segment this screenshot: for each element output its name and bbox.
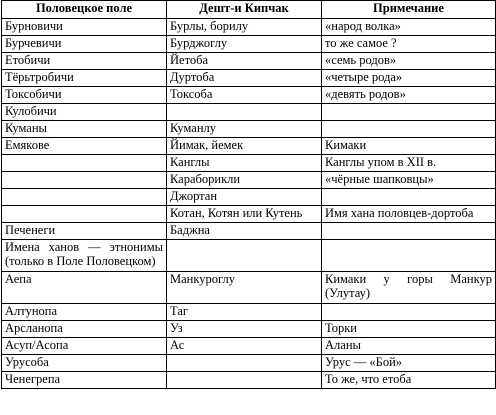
polovtsian-field-cell: Печенеги [2,223,167,240]
note-cell [322,223,496,240]
polovtsian-field-cell: Урусоба [2,355,167,372]
note-cell: Имя хана половцев-дортоба [322,206,496,223]
table-row [2,138,496,155]
desht-i-kipchak-cell: Караборикли [167,172,322,189]
desht-i-kipchak-cell: Бурлы, борилу [167,19,322,36]
note-cell: «четыре рода» [322,70,496,87]
header-note: Примечание [322,1,496,19]
table-row [2,338,496,355]
desht-i-kipchak-cell [167,104,322,121]
table-row [2,87,496,104]
note-cell: «семь родов» [322,53,496,70]
polovtsian-field-cell: Токсобичи [2,87,167,104]
table-row [2,206,496,223]
desht-i-kipchak-cell [167,240,322,272]
note-cell: Кимаки у горы Манкур (Улутау) [322,272,496,304]
desht-i-kipchak-cell: Манкуроглу [167,272,322,304]
table-row [2,272,496,304]
polovtsian-field-cell: Кулобичи [2,104,167,121]
table-row [2,36,496,53]
table-row [2,321,496,338]
note-cell: Канглы упом в XII в. [322,155,496,172]
table-row [2,223,496,240]
desht-i-kipchak-cell: Токсоба [167,87,322,104]
table-row [2,172,496,189]
table-row [2,372,496,389]
note-cell: Торки [322,321,496,338]
table-body [2,19,496,389]
table-row [2,104,496,121]
table-row [2,189,496,206]
desht-i-kipchak-cell: Котан, Котян или Кутень [167,206,322,223]
header-desht-i-kipchak: Дешт-и Кипчак [167,1,322,19]
polovtsian-field-cell: Бурновичи [2,19,167,36]
desht-i-kipchak-cell: Бурджоглу [167,36,322,53]
note-cell: Урус — «Бой» [322,355,496,372]
desht-i-kipchak-cell: Йетоба [167,53,322,70]
desht-i-kipchak-cell [167,372,322,389]
desht-i-kipchak-cell: Таг [167,304,322,321]
header-row [2,1,496,19]
table-row [2,19,496,36]
note-cell [322,104,496,121]
table-row [2,240,496,272]
desht-i-kipchak-cell: Уз [167,321,322,338]
header-polovtsian-field: Половецкое поле [2,1,167,19]
table-row [2,155,496,172]
desht-i-kipchak-cell: Джортан [167,189,322,206]
polovtsian-field-cell: Емякове [2,138,167,155]
polovtsian-field-cell: Алтунопа [2,304,167,321]
polovtsian-field-cell: Арсланопа [2,321,167,338]
desht-i-kipchak-cell: Баджна [167,223,322,240]
desht-i-kipchak-cell: Йимак, йемек [167,138,322,155]
table-row [2,304,496,321]
note-cell: То же, что етоба [322,372,496,389]
polovtsian-field-cell: Асуп/Асопа [2,338,167,355]
polovtsian-field-cell: Аепа [2,272,167,304]
desht-i-kipchak-cell: Канглы [167,155,322,172]
desht-i-kipchak-cell [167,355,322,372]
polovtsian-field-cell [2,189,167,206]
polovtsian-field-cell: Етобичи [2,53,167,70]
note-cell: Аланы [322,338,496,355]
desht-i-kipchak-cell: Куманлу [167,121,322,138]
note-cell: «народ волка» [322,19,496,36]
note-cell [322,189,496,206]
polovtsian-field-cell: Тёрьтробичи [2,70,167,87]
polovtsian-field-cell: Ченегрепа [2,372,167,389]
polovtsian-field-cell: Имена ханов — этнонимы (только в Поле Половецком) [2,240,167,272]
polovtsian-field-cell [2,206,167,223]
table-row [2,355,496,372]
table-row [2,121,496,138]
note-cell: то же самое ? [322,36,496,53]
table-row [2,53,496,70]
polovtsian-field-cell [2,172,167,189]
polovtsian-field-cell: Куманы [2,121,167,138]
note-cell: «девять родов» [322,87,496,104]
note-cell [322,121,496,138]
desht-i-kipchak-cell: Дуртоба [167,70,322,87]
table-row [2,70,496,87]
polovtsian-field-cell: Бурчевичи [2,36,167,53]
note-cell: Кимаки [322,138,496,155]
desht-i-kipchak-cell: Ас [167,338,322,355]
note-cell [322,304,496,321]
note-cell: «чёрные шапковцы» [322,172,496,189]
tribes-table [1,0,496,389]
polovtsian-field-cell [2,155,167,172]
note-cell [322,240,496,272]
